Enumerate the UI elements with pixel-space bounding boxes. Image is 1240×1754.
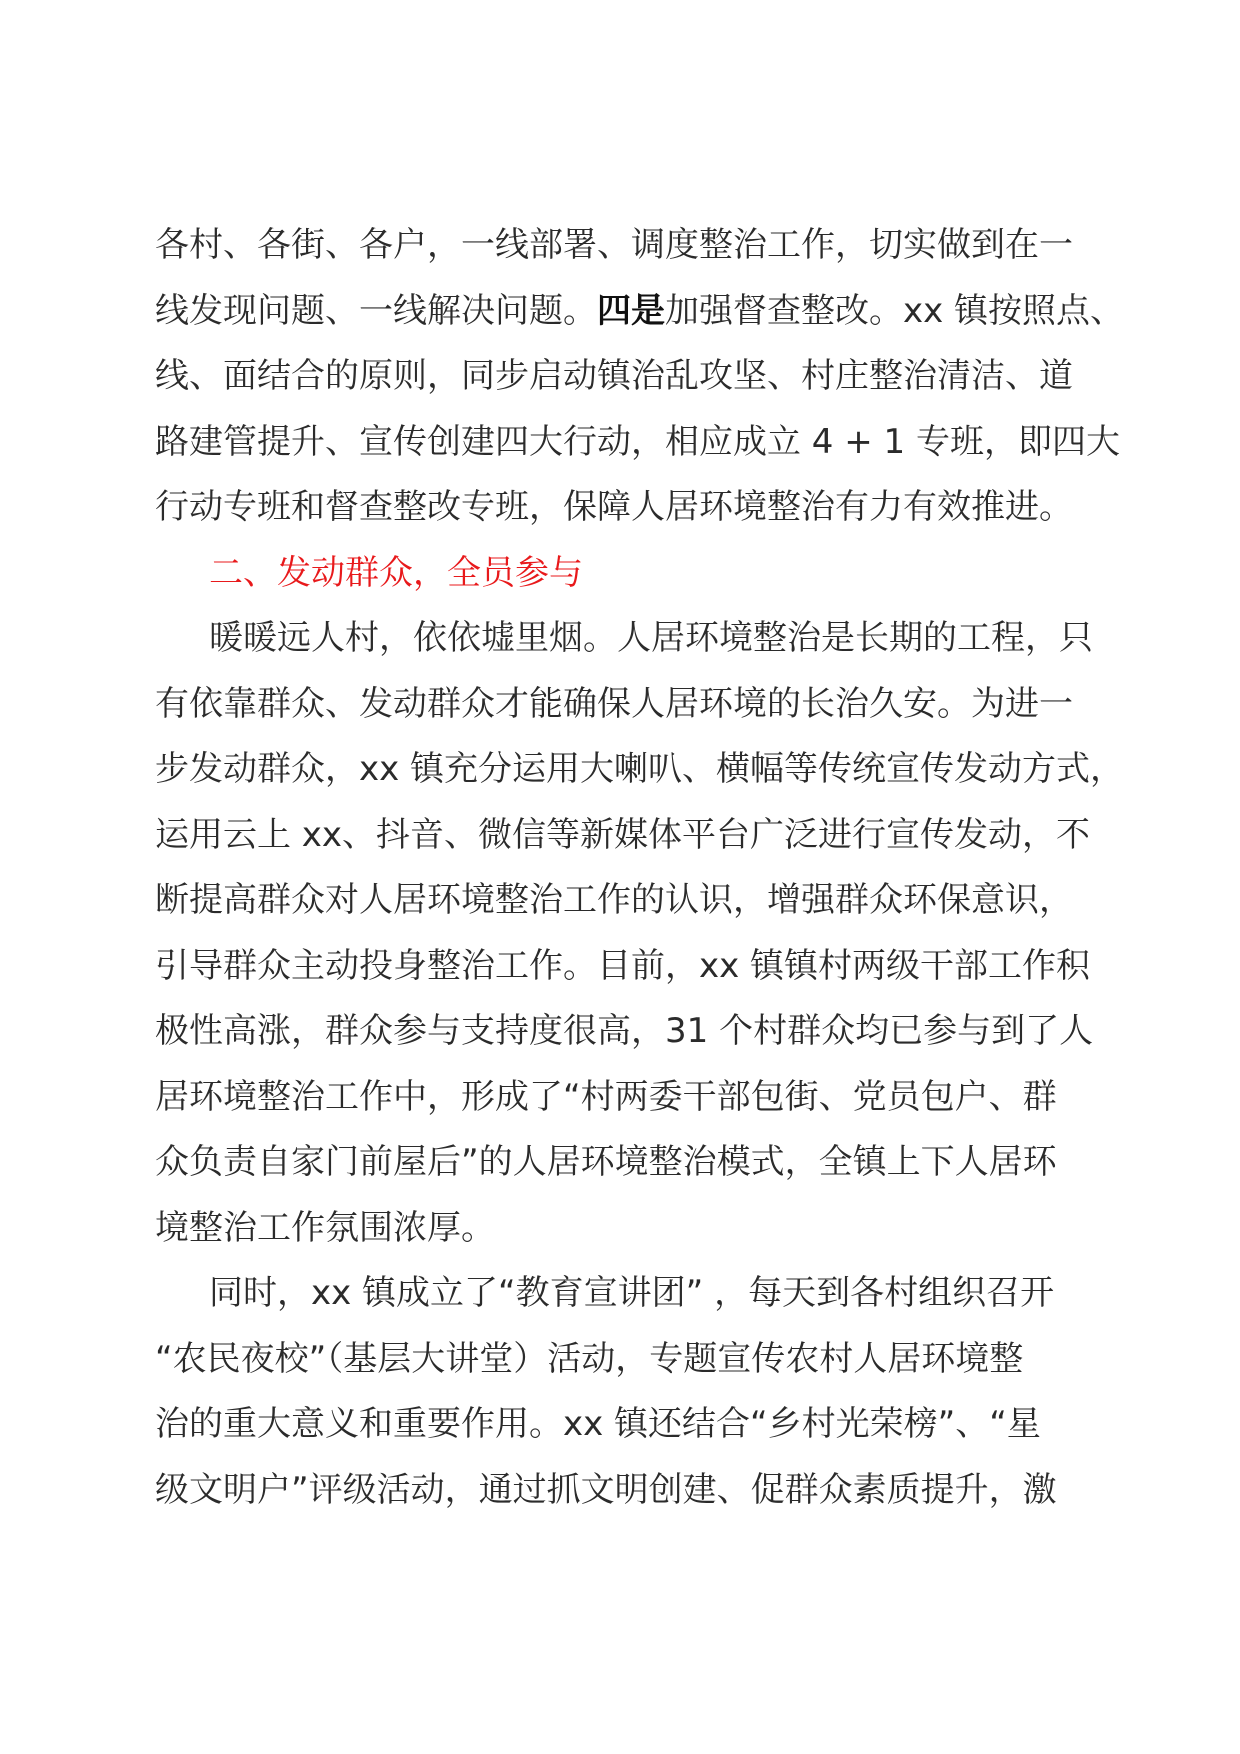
text-run: 加强督查整改。xx 镇按照点、 [665,290,1125,331]
text-line: 引导群众主动投身整治工作。目前，xx 镇镇村两级干部工作积 [155,945,1091,986]
text-line: 极性高涨，群众参与支持度很高，31 个村群众均已参与到了人 [155,1011,1094,1051]
text-line: 各村、各街、各户，一线部署、调度整治工作，切实做到在一 [155,225,1073,265]
text-line: 断提高群众对人居环境整治工作的认识，增强群众环保意识， [155,880,1073,920]
text-line: 境整治工作氛围浓厚。 [155,1207,495,1248]
text-line: 有依靠群众、发动群众才能确保人居环境的长治久安。为进一 [155,683,1073,724]
text-line: 级文明户”评级活动，通过抓文明创建、促群众素质提升，激 [155,1469,1057,1510]
text-line: 居环境整治工作中，形成了“村两委干部包街、党员包户、群 [155,1076,1057,1117]
text-line: 行动专班和督查整改专班，保障人居环境整治有力有效推进。 [155,487,1073,527]
text-run: 线发现问题、一线解决问题。 [155,290,597,331]
text-line: 治的重大意义和重要作用。xx 镇还结合“乡村光荣榜”、“星 [155,1404,1041,1444]
bold-lead-text: 四是 [597,290,665,331]
text-line: 路建管提升、宣传创建四大行动，相应成立 4 + 1 专班，即四大 [155,421,1120,462]
paragraph-2 [155,606,1125,1261]
text-line: 步发动群众，xx 镇充分运用大喇叭、横幅等传统宣传发动方式， [155,749,1125,789]
text-line: “农民夜校”（基层大讲堂）活动，专题宣传农村人居环境整 [155,1338,1024,1379]
document-body [155,213,1125,1523]
text-line: 暖暖远人村，依依墟里烟。人居环境整治是长期的工程，只 [209,618,1093,658]
text-line: 线、面结合的原则，同步启动镇治乱攻坚、村庄整治清洁、道 [155,356,1073,396]
text-line [155,279,1125,345]
paragraph-1 [155,213,1125,541]
section-heading-text: 二、发动群众，全员参与 [209,552,583,593]
text-line: 众负责自家门前屋后”的人居环境整治模式，全镇上下人居环 [155,1142,1057,1182]
paragraph-3 [155,1261,1100,1523]
section-heading [155,541,1100,607]
text-line: 同时，xx 镇成立了“教育宣讲团” ，每天到各村组织召开 [209,1273,1055,1313]
text-line: 运用云上 xx、抖音、微信等新媒体平台广泛进行宣传发动，不 [155,814,1091,855]
